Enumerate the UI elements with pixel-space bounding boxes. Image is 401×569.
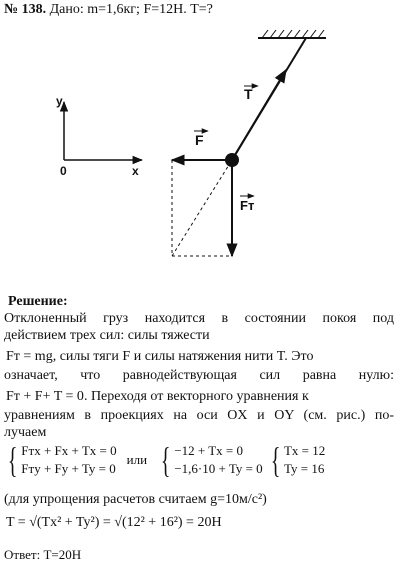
gravity-label: Fт (240, 198, 255, 213)
system-2: −12 + Tx = 0 −1,6·10 + Ty = 0 (174, 443, 263, 476)
solution-line-3: Fт = mg, силы тяги F и силы натяжения нити T. Это (6, 349, 314, 364)
tension-arrow (232, 70, 286, 160)
ceiling-support (258, 30, 326, 38)
gravity-note: (для упрощения расчетов считаем g=10м/c²) (4, 492, 267, 507)
solution-line-7: лучаем (4, 425, 47, 440)
axis-x-label: x (132, 164, 139, 178)
axis-y-label: y (56, 94, 63, 108)
solution-line-6: уравнениям в проекциях на оси OX и OY (см. рис.) по- (4, 408, 394, 423)
equation-systems: { Fтx + Fx + Tx = 0 Fтy + Fy + Ty = 0 или { −12 + Tx = 0 −1,6·10 + Ty = 0 { Tx = 12 Ty = 16 (7, 440, 326, 480)
solution-line-4: означает, что равнодействующая сил равна нулю: (4, 368, 394, 383)
solution-line-2: действием трех сил: силы тяжести (4, 328, 210, 343)
or-label: или (126, 452, 148, 467)
solution-line-1: Отклоненный груз находится в состоянии покоя под (4, 311, 394, 326)
answer: Ответ: T=20Н (4, 547, 82, 562)
gravity-equation: Fт = mg (6, 349, 53, 364)
system-3: Tx = 12 Ty = 16 (283, 443, 326, 476)
tension-label: T (244, 86, 253, 102)
dashed-construction (172, 160, 232, 256)
solution-heading: Решение: (8, 294, 68, 309)
origin-label: 0 (60, 164, 67, 178)
force-f-label: F (195, 132, 204, 148)
solution-line-5: Fт + F+ T = 0. Переходя от векторного уравнения к (6, 389, 309, 404)
problem-given: Дано: m=1,6кг; F=12Н. T=? (49, 2, 213, 17)
system-1: Fтx + Fx + Tx = 0 Fтy + Fy + Ty = 0 (21, 443, 117, 476)
vector-sum-equation: Fт + F+ T = 0 (6, 389, 84, 404)
final-formula: T = √(Tx² + Ty²) = √(12² + 16²) = 20Н (6, 515, 222, 530)
mass-point (225, 153, 239, 167)
problem-number: № 138. (4, 2, 47, 17)
